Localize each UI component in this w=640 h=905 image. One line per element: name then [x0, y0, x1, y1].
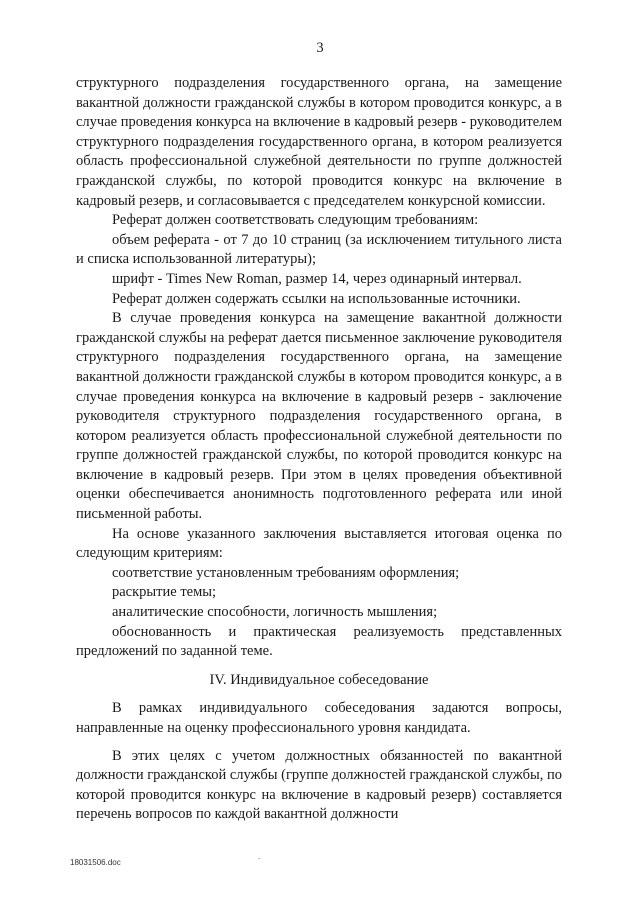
paragraph: В случае проведения конкурса на замещение вакантной должности гражданской службы на реферат дается письменное заключение руководителя структурного подразделения государственного органа, на замещение вакантной должности гражданской службы в котором проводится конкурс, а в случае проведения конкурса на включение в кадровый резерв - заключение руководителя структурного подразделения государственного органа, в котором реализуется область профессиональной служебной деятельности по группе должностей гражданской службы, по которой проводится конкурс на включение в кадровый резерв. При этом в целях проведения объективной оценки обеспечивается анонимность подготовленного реферата или иной письменной работы.: [76, 310, 562, 523]
list-item: соответствие установленным требованиям оформления;: [112, 564, 460, 581]
footer-filename: 18031506.doc: [70, 858, 121, 867]
paragraph: В этих целях с учетом должностных обязанностей по вакантной должности гражданской службы (группе должностей гражданской службы, по которой проводится конкурс на включение в кадровый резерв) составляется перечень вопросов по каждой вакантной должности: [76, 747, 562, 823]
paragraph: На основе указанного заключения выставляется итоговая оценка по следующим критериям:: [76, 525, 562, 562]
list-item: объем реферата - от 7 до 10 страниц (за исключением титульного листа и списка использованной литературы);: [76, 231, 562, 268]
paragraph: структурного подразделения государственного органа, на замещение вакантной должности гражданской службы в котором проводится конкурс, а в случае проведения конкурса на включение в кадровый резерв - руководителем структурного подразделения государственного органа, в котором реализуется область профессиональной служебной деятельности по группе должностей гражданской службы, по которой проводится конкурс на включение в кадровый резерв, и согласовывается с председателем конкурсной комиссии.: [76, 75, 562, 209]
scan-speck: [258, 858, 260, 859]
list-item: шрифт - Times New Roman, размер 14, через одинарный интервал.: [112, 270, 522, 287]
list-item: обоснованность и практическая реализуемость представленных предложений по заданной теме.: [76, 623, 562, 660]
paragraph: Реферат должен соответствовать следующим требованиям:: [112, 212, 479, 229]
page-number: 3: [316, 40, 324, 56]
document-body: [76, 74, 562, 825]
list-item: раскрытие темы;: [112, 584, 217, 601]
paragraph: В рамках индивидуального собеседования задаются вопросы, направленные на оценку профессионального уровня кандидата.: [76, 700, 562, 736]
paragraph: Реферат должен содержать ссылки на использованные источники.: [112, 290, 521, 307]
section-heading: IV. Индивидуальное собеседование: [209, 671, 429, 688]
list-item: аналитические способности, логичность мышления;: [112, 604, 438, 621]
